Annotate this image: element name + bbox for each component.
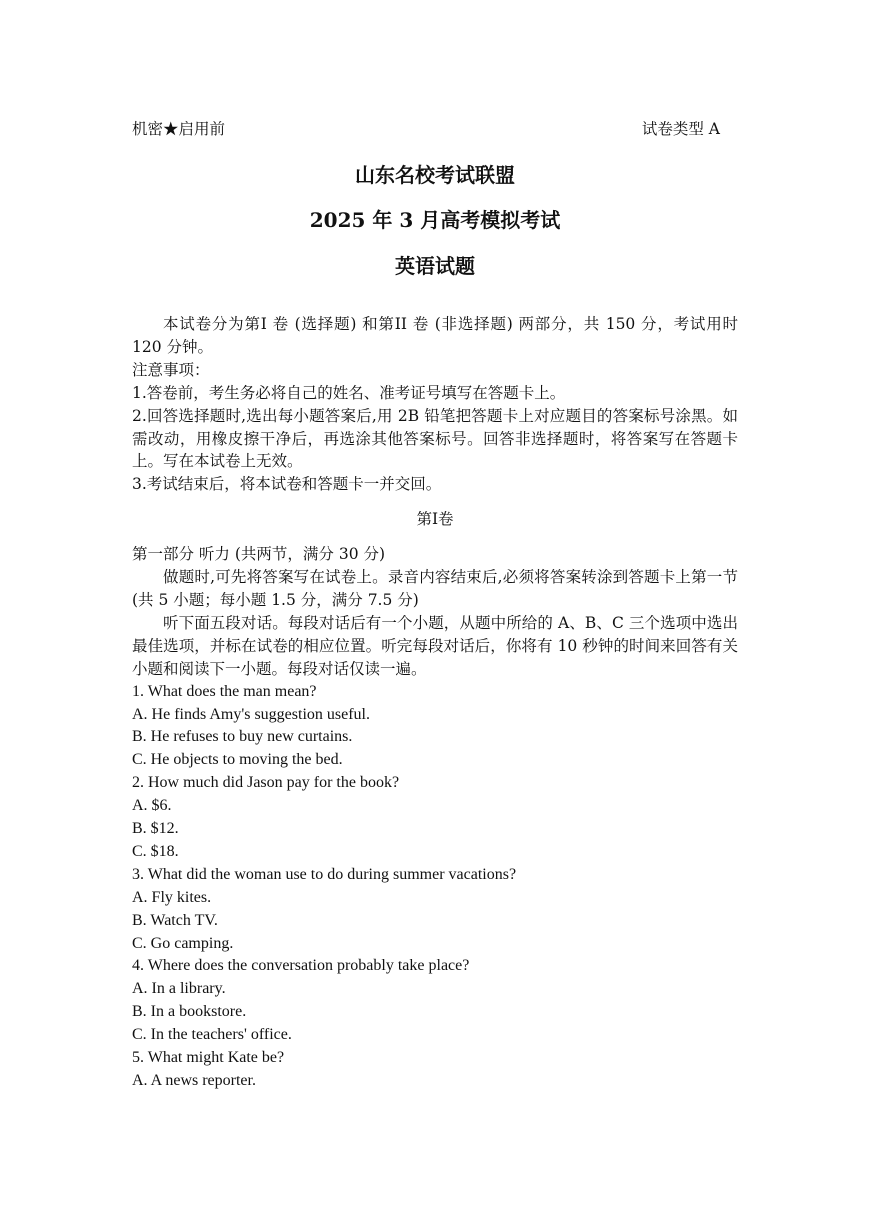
question-5: 5. What might Kate be? <box>132 1049 285 1067</box>
option-2a: A. $6. <box>132 797 172 815</box>
option-4a: A. In a library. <box>132 980 226 998</box>
option-1c: C. He objects to moving the bed. <box>132 751 343 769</box>
confidential-label: 机密★启用前 <box>132 120 226 138</box>
page-header <box>132 119 720 139</box>
option-4c: C. In the teachers' office. <box>132 1026 292 1044</box>
option-1b: B. He refuses to buy new curtains. <box>132 728 353 746</box>
part1-directions: 听下面五段对话。每段对话后有一个小题，从题中所给的 A、B、C 三个选项中选出最佳选项，并标在试卷的相应位置。听完每段对话后，你将有 10 秒钟的时间来回答有关小题和阅读下一小题。每段对话仅读一遍。 <box>132 613 738 678</box>
question-3: 3. What did the woman use to do during summer vacations? <box>132 865 517 883</box>
question-1: 1. What does the man mean? <box>132 682 317 700</box>
notice-item-3: 3.考试结束后，将本试卷和答题卡一并交回。 <box>132 475 442 494</box>
paper-type-label: 试卷类型 A <box>641 120 720 138</box>
intro-paragraph: 本试卷分为第I 卷 (选择题) 和第II 卷 (非选择题) 两部分，共 150 分，考试用时 120 分钟。 <box>132 315 738 356</box>
option-5a: A. A news reporter. <box>132 1072 256 1089</box>
part1-title: 第一部分 听力 (共两节，满分 30 分) <box>132 545 386 564</box>
subject-title: 英语试题 <box>395 254 475 278</box>
question-4: 4. Where does the conversation probably take place? <box>132 957 470 975</box>
notice-item-1: 1.答卷前，考生务必将自己的姓名、准考证号填写在答题卡上。 <box>132 383 566 402</box>
option-3b: B. Watch TV. <box>132 911 218 929</box>
notice-title: 注意事项： <box>132 360 210 379</box>
notice-item-2: 2.回答选择题时,选出每小题答案后,用 2B 铅笔把答题卡上对应题目的答案标号涂黑。如需改动，用橡皮擦干净后，再选涂其他答案标号。回答非选择题时，将答案写在答题卡上。写在本试卷上无效。 <box>132 406 738 471</box>
option-3c: C. Go camping. <box>132 934 234 952</box>
alliance-title: 山东名校考试联盟 <box>355 163 515 187</box>
option-2b: B. $12. <box>132 820 179 838</box>
exam-body <box>132 313 738 1093</box>
question-2: 2. How much did Jason pay for the book? <box>132 774 400 792</box>
option-2c: C. $18. <box>132 842 179 860</box>
part1-note: 做题时,可先将答案写在试卷上。录音内容结束后,必须将答案转涂到答题卡上第一节 (共 5 小题；每小题 1.5 分，满分 7.5 分) <box>132 568 738 609</box>
volume-title: 第I卷 <box>416 510 454 529</box>
exam-title: 2025 年 3 月高考模拟考试 <box>309 208 561 232</box>
option-3a: A. Fly kites. <box>132 888 212 906</box>
option-1a: A. He finds Amy's suggestion useful. <box>132 705 370 723</box>
option-4b: B. In a bookstore. <box>132 1003 247 1021</box>
